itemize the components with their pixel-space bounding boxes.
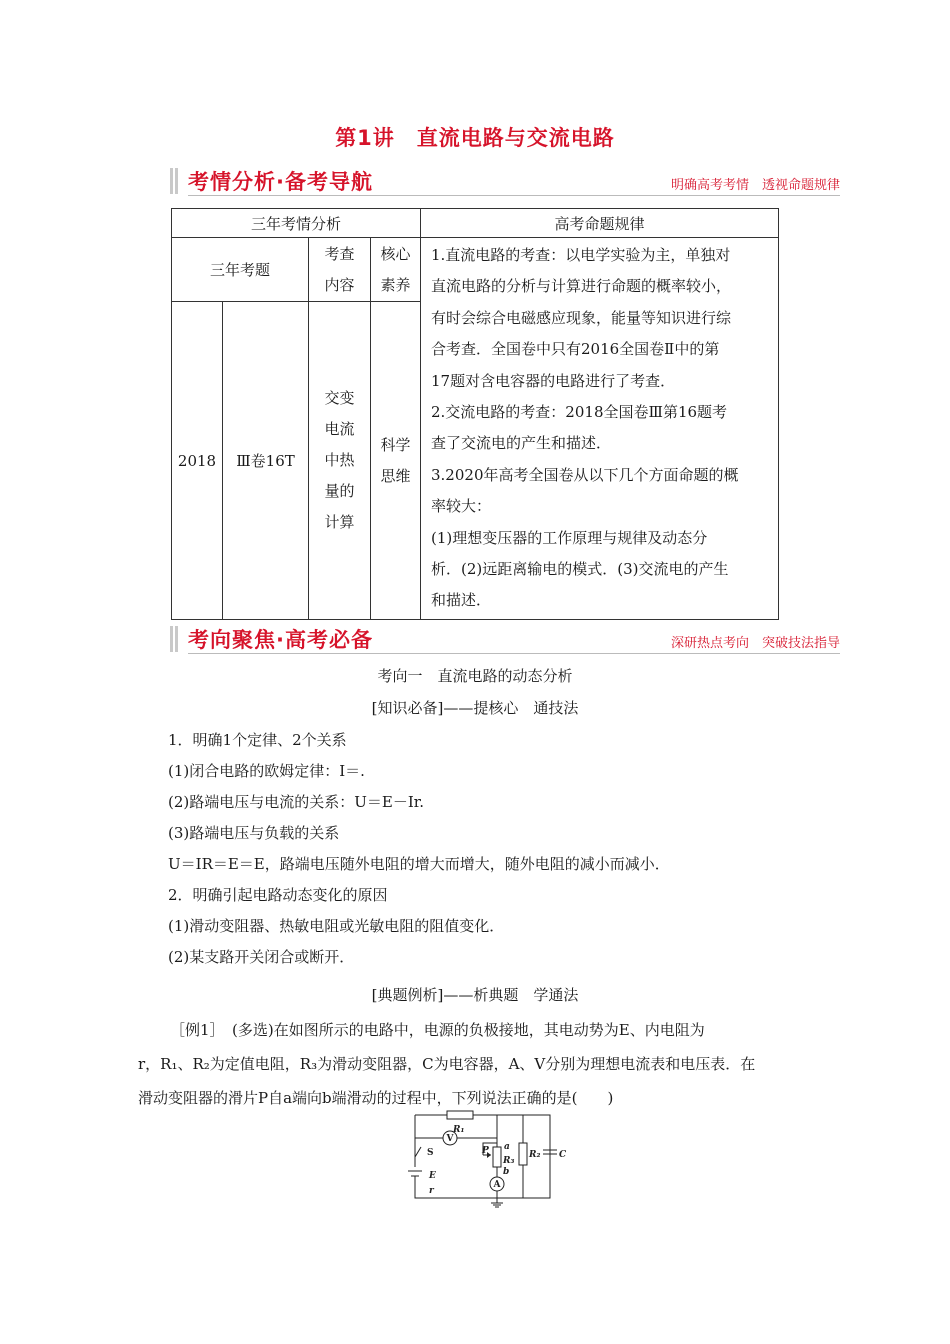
example-label: [典题例析]——析典题 学通法 — [371, 986, 579, 1004]
banner-tagline: 深研热点考向 突破技法指导 — [670, 636, 840, 651]
section-banner-analysis — [170, 166, 840, 196]
table-header-analysis: 三年考情分析 — [172, 209, 421, 238]
table-cell-paper: Ⅲ卷16T — [223, 302, 309, 620]
voltmeter-label: V — [446, 1134, 454, 1144]
banner-underline — [188, 195, 840, 196]
rule-line: 直流电路的分析与计算进行命题的概率较小， — [431, 277, 732, 296]
p-label: P — [482, 1146, 489, 1156]
table-subheader-literacy: 核心 素养 — [371, 238, 421, 302]
knowledge-line: (1)闭合电路的欧姆定律：I＝. — [168, 762, 365, 780]
table-cell-year: 2018 — [172, 302, 223, 620]
banner-underline — [188, 653, 840, 654]
section-banner-focus — [170, 624, 840, 654]
rule-line: 析．(2)远距离输电的模式．(3)交流电的产生 — [431, 560, 729, 579]
knowledge-line: U＝IR＝E＝E，路端电压随外电阻的增大而增大，随外电阻的减小而减小． — [168, 855, 670, 873]
table-cell-literacy: 科学 思维 — [371, 302, 421, 620]
banner-tagline: 明确高考考情 透视命题规律 — [670, 178, 840, 193]
example-line: 滑动变阻器的滑片P自a端向b端滑动的过程中，下列说法正确的是( ) — [138, 1089, 614, 1107]
rule-line: 合考查．全国卷中只有2016全国卷Ⅱ中的第 — [431, 340, 720, 359]
rule-line: 有时会综合电磁感应现象，能量等知识进行综 — [431, 308, 732, 327]
exam-analysis-table — [171, 208, 779, 620]
s-label: S — [427, 1148, 434, 1158]
rule-line: 2.交流电路的考查：2018全国卷Ⅲ第16题考 — [431, 403, 728, 422]
example-line: r，R₁、R₂为定值电阻，R₃为滑动变阻器，C为电容器，A、V分别为理想电流表和电压表．在 — [138, 1055, 756, 1073]
table-cell-content: 交变 电流 中热 量的 计算 — [309, 302, 371, 620]
table-subheader-content: 考查 内容 — [309, 238, 371, 302]
rule-line: 1.直流电路的考查：以电学实验为主，单独对 — [431, 246, 731, 264]
rule-line: 和描述． — [431, 591, 492, 610]
a-label: a — [504, 1142, 510, 1152]
rule-line: 查了交流电的产生和描述． — [431, 434, 612, 453]
c-label: C — [559, 1150, 567, 1160]
knowledge-list — [138, 725, 818, 973]
table-subheader-year: 三年考题 — [172, 238, 309, 302]
page-title: 第1讲 直流电路与交流电路 — [335, 126, 615, 150]
knowledge-label: [知识必备]——提核心 通技法 — [371, 699, 579, 717]
banner-bars-decoration — [170, 626, 182, 652]
rule-line: 率较大： — [431, 497, 492, 516]
knowledge-line: (1)滑动变阻器、热敏电阻或光敏电阻的阻值变化． — [168, 917, 505, 935]
knowledge-line: 1．明确1个定律、2个关系 — [168, 731, 347, 749]
banner-heading: 考向聚焦·高考必备 — [188, 628, 373, 652]
knowledge-line: (3)路端电压与负载的关系 — [168, 824, 340, 842]
banner-bars-decoration — [170, 168, 182, 194]
r3-label: R₃ — [503, 1156, 515, 1166]
banner-heading: 考情分析·备考导航 — [188, 170, 373, 194]
b-label: b — [503, 1167, 510, 1177]
circuit-diagram — [405, 1105, 585, 1210]
knowledge-line: (2)路端电压与电流的关系：U＝E－Ir. — [168, 793, 425, 811]
knowledge-line: (2)某支路开关闭合或断开． — [168, 948, 355, 966]
example-line: ［例1］ (多选)在如图所示的电路中，电源的负极接地，其电动势为E、内电阻为 — [170, 1021, 705, 1039]
e-label: E — [429, 1171, 436, 1181]
section-title: 考向一 直流电路的动态分析 — [377, 667, 573, 685]
table-rules-cell — [421, 238, 779, 620]
knowledge-line: 2．明确引起电路动态变化的原因 — [168, 886, 388, 904]
rule-line: 17题对含电容器的电路进行了考查． — [431, 371, 676, 390]
table-header-rules: 高考命题规律 — [421, 209, 779, 238]
r-label: r — [429, 1186, 434, 1196]
rule-line: 3.2020年高考全国卷从以下几个方面命题的概 — [431, 465, 739, 484]
example-question — [138, 1013, 818, 1115]
ammeter-label: A — [493, 1180, 501, 1190]
r1-label: R₁ — [453, 1125, 465, 1135]
r2-label: R₂ — [529, 1150, 541, 1160]
rule-line: (1)理想变压器的工作原理与规律及动态分 — [431, 528, 708, 547]
